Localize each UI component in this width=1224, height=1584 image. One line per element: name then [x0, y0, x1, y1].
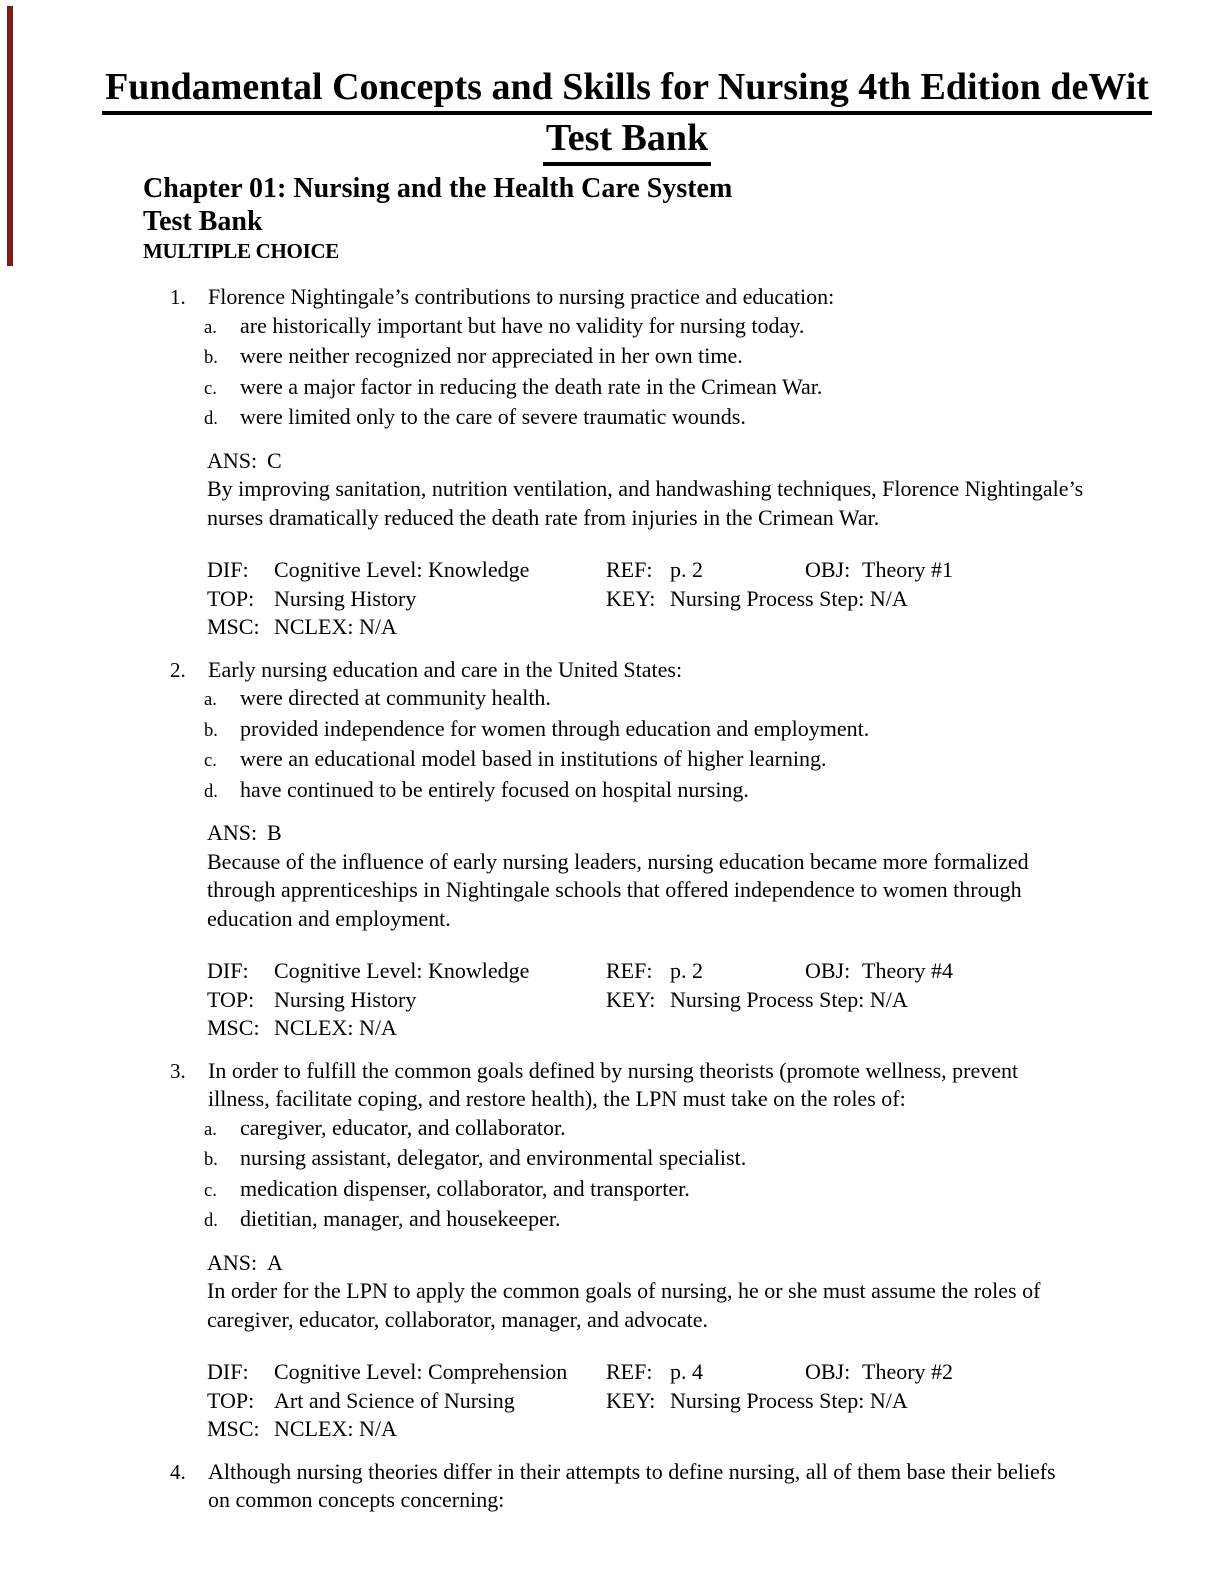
- top-label: TOP:: [207, 585, 255, 611]
- option-a: [204, 312, 1224, 343]
- dif-label: DIF:: [207, 557, 249, 582]
- question-3: [170, 1057, 1224, 1444]
- option-text: medication dispenser, collaborator, and transporter.: [240, 1175, 690, 1201]
- option-letter: a.: [204, 317, 217, 338]
- test-bank-subheading: Test Bank: [143, 206, 263, 237]
- option-letter: d.: [204, 1211, 218, 1231]
- msc-value: NCLEX: N/A: [274, 1416, 397, 1441]
- ref-value: p. 2: [670, 557, 703, 582]
- option-d: [204, 1205, 1224, 1236]
- answer-label: ANS:: [207, 447, 258, 473]
- title-line-2: Test Bank: [30, 115, 1224, 166]
- question-stem-row: [170, 283, 1224, 312]
- chapter-heading-block: [143, 172, 1224, 238]
- document-title: [30, 0, 1224, 166]
- option-letter: b.: [204, 348, 218, 368]
- option-letter: b.: [204, 1150, 218, 1170]
- option-letter: d.: [204, 781, 218, 802]
- top-label: TOP:: [207, 986, 255, 1012]
- dif-value: Cognitive Level: Comprehension: [274, 1359, 568, 1384]
- key-label: KEY:: [606, 585, 656, 611]
- msc-value: NCLEX: N/A: [274, 1015, 397, 1040]
- option-text: were neither recognized nor appreciated in her own time.: [240, 343, 743, 368]
- option-letter: c.: [204, 378, 217, 399]
- answer-block: [207, 447, 1092, 533]
- key-label: KEY:: [606, 1387, 656, 1413]
- ref-label: REF:: [606, 557, 653, 582]
- option-c: [204, 373, 1224, 404]
- question-stem-row: [170, 656, 1224, 685]
- option-text: were an educational model based in institutions of higher learning.: [240, 746, 827, 771]
- feedback-text: By improving sanitation, nutrition ventilation, and handwashing techniques, Florence Nightingale’s nurses dramatically reduced the death rate from injuries in the Crimean War.: [207, 476, 1084, 530]
- obj-label: OBJ:: [805, 1359, 851, 1384]
- question-number: 1.: [170, 285, 186, 309]
- option-letter: b.: [204, 720, 218, 741]
- question-1: [170, 283, 1224, 642]
- question-2: [170, 656, 1224, 1043]
- answer-letter: B: [267, 820, 282, 845]
- feedback-text: In order for the LPN to apply the common goals of nursing, he or she must assume the roles of caregiver, educator, collaborator, manager, and advocate.: [207, 1278, 1041, 1332]
- option-letter: a.: [204, 1119, 217, 1140]
- option-d: [204, 403, 1224, 434]
- key-value: Nursing Process Step: N/A: [670, 986, 908, 1012]
- option-c: [204, 1175, 1224, 1206]
- option-letter: c.: [204, 1180, 217, 1201]
- question-number: 2.: [170, 657, 186, 682]
- ref-value: p. 4: [670, 1359, 703, 1384]
- answer-line: [207, 447, 1092, 476]
- msc-value: NCLEX: N/A: [274, 614, 397, 639]
- option-text: are historically important but have no validity for nursing today.: [240, 312, 805, 338]
- option-text: have continued to be entirely focused on hospital nursing.: [240, 776, 749, 802]
- option-text: nursing assistant, delegator, and environmental specialist.: [240, 1145, 747, 1170]
- answer-block: [207, 1249, 1092, 1335]
- dif-label: DIF:: [207, 1359, 249, 1384]
- question-list: [0, 283, 1224, 1515]
- question-stem-row: [170, 1458, 1224, 1515]
- answer-line: [207, 819, 1092, 848]
- msc-label: MSC:: [207, 614, 260, 639]
- question-4: [170, 1458, 1224, 1515]
- ref-label: REF:: [606, 1359, 653, 1384]
- msc-label: MSC:: [207, 1015, 260, 1040]
- option-text: were limited only to the care of severe traumatic wounds.: [240, 404, 746, 429]
- answer-label: ANS:: [207, 1249, 258, 1275]
- question-stem: In order to fulfill the common goals defined by nursing theorists (promote wellness, prevent illness, facilitate coping, and restore health), the LPN must take on the roles of:: [208, 1057, 1019, 1111]
- question-number: 4.: [170, 1459, 186, 1484]
- key-label: KEY:: [606, 986, 656, 1012]
- option-letter: a.: [204, 690, 217, 710]
- answer-letter: C: [267, 447, 282, 473]
- option-d: [204, 776, 1224, 807]
- feedback-text: Because of the influence of early nursing leaders, nursing education became more formalized through apprenticeships in Nightingale schools that offered independence to women through education and employment.: [207, 848, 1029, 931]
- question-number: 3.: [170, 1058, 186, 1083]
- obj-label: OBJ:: [805, 557, 851, 582]
- top-value: Nursing History: [274, 585, 417, 611]
- option-b: [204, 342, 1224, 373]
- option-letter: d.: [204, 409, 218, 429]
- top-label: TOP:: [207, 1387, 255, 1413]
- key-value: Nursing Process Step: N/A: [670, 1387, 908, 1413]
- question-metadata: [207, 957, 1224, 1043]
- question-stem-row: [170, 1057, 1224, 1114]
- obj-value: Theory #1: [862, 557, 954, 582]
- option-text: caregiver, educator, and collaborator.: [240, 1114, 566, 1140]
- ref-value: p. 2: [670, 958, 703, 983]
- ref-label: REF:: [606, 958, 653, 983]
- msc-label: MSC:: [207, 1416, 260, 1441]
- section-heading: MULTIPLE CHOICE: [143, 239, 340, 263]
- left-margin-red-bar: [7, 6, 13, 266]
- question-stem: Early nursing education and care in the United States:: [208, 656, 683, 682]
- dif-label: DIF:: [207, 958, 249, 983]
- option-letter: c.: [204, 751, 217, 771]
- option-b: [204, 715, 1224, 746]
- option-c: [204, 745, 1224, 776]
- option-text: were a major factor in reducing the death rate in the Crimean War.: [240, 373, 823, 399]
- chapter-heading: Chapter 01: Nursing and the Health Care System: [143, 173, 733, 204]
- key-value: Nursing Process Step: N/A: [670, 585, 908, 611]
- question-metadata: [207, 556, 1224, 642]
- dif-value: Cognitive Level: Knowledge: [274, 557, 530, 582]
- obj-value: Theory #4: [862, 958, 954, 983]
- option-b: [204, 1144, 1224, 1175]
- question-metadata: [207, 1358, 1224, 1444]
- option-a: [204, 684, 1224, 715]
- top-value: Art and Science of Nursing: [274, 1387, 515, 1413]
- answer-label: ANS:: [207, 820, 258, 845]
- option-a: [204, 1114, 1224, 1145]
- option-text: provided independence for women through education and employment.: [240, 715, 870, 741]
- dif-value: Cognitive Level: Knowledge: [274, 958, 530, 983]
- answer-line: [207, 1249, 1092, 1278]
- obj-label: OBJ:: [805, 958, 851, 983]
- answer-letter: A: [267, 1249, 283, 1275]
- answer-block: [207, 819, 1092, 933]
- question-stem: Although nursing theories differ in their attempts to define nursing, all of them base their beliefs on common concepts concerning:: [208, 1458, 1056, 1512]
- obj-value: Theory #2: [862, 1359, 954, 1384]
- question-stem: Florence Nightingale’s contributions to nursing practice and education:: [208, 284, 835, 309]
- option-text: were directed at community health.: [240, 685, 551, 710]
- top-value: Nursing History: [274, 986, 417, 1012]
- title-line-1: Fundamental Concepts and Skills for Nursing 4th Edition deWit: [30, 64, 1224, 115]
- option-text: dietitian, manager, and housekeeper.: [240, 1206, 561, 1231]
